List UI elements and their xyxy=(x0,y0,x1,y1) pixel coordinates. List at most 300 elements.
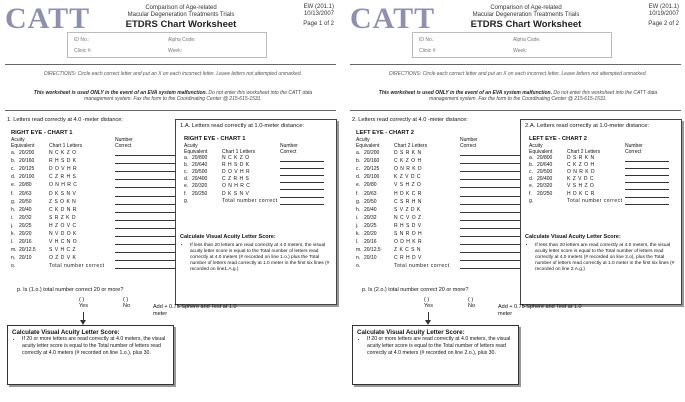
number-correct-blank[interactable] xyxy=(115,246,176,253)
acuity-value: 20/400 xyxy=(192,176,208,183)
col-letters: Chart 1 Letters xyxy=(222,149,256,156)
header-line1: Comparison of Age-related xyxy=(490,5,562,11)
chart-row xyxy=(529,155,669,162)
acuity-value: 20/125 xyxy=(364,166,380,173)
chart-letters[interactable]: O N R K D xyxy=(394,166,423,173)
acuity-value: 20/10 xyxy=(19,255,32,262)
no-option[interactable]: ( ) No xyxy=(468,297,476,309)
number-correct-blank[interactable] xyxy=(115,190,176,197)
row-key: g. xyxy=(356,198,361,205)
worksheet-page xyxy=(348,0,683,402)
number-correct-blank[interactable] xyxy=(115,206,176,213)
row-key: e. xyxy=(529,183,534,190)
chart-row xyxy=(11,206,176,214)
calc-title: Calculate Visual Acuity Letter Score: xyxy=(180,234,276,240)
acuity-value xyxy=(192,198,222,205)
chart-row xyxy=(184,198,324,205)
number-correct-blank[interactable] xyxy=(115,222,176,229)
chart-row xyxy=(184,183,324,190)
chart-letters[interactable]: O Z D V K xyxy=(49,255,77,262)
row-key: d. xyxy=(11,174,16,181)
page-header xyxy=(111,5,251,31)
chart-1m xyxy=(184,136,324,205)
row-key: o. xyxy=(11,263,16,270)
chart-row xyxy=(11,214,176,222)
header-line2: Macular Degeneration Treatments Trials xyxy=(472,12,580,18)
acuity-value: 20/250 xyxy=(192,190,208,197)
week-field[interactable]: Week: xyxy=(168,48,183,54)
chart-row xyxy=(11,181,176,189)
chart-row xyxy=(11,149,176,157)
number-correct-blank[interactable] xyxy=(460,246,521,253)
number-correct-blank[interactable] xyxy=(115,149,176,156)
acuity-value: 20/320 xyxy=(537,183,553,190)
form-meta xyxy=(303,4,334,28)
chart-row xyxy=(529,162,669,169)
row-key: g. xyxy=(184,197,189,204)
acuity-value: 20/320 xyxy=(192,183,208,190)
chart-letters[interactable]: S V Z D K xyxy=(394,206,421,213)
calc-20-or-more xyxy=(352,325,519,385)
number-correct-blank[interactable] xyxy=(625,183,669,190)
chart-letters[interactable]: C K D N R xyxy=(49,206,77,213)
number-correct-blank[interactable] xyxy=(460,149,521,156)
bottom-calc-text: • If 20 or more letters are read correctly at 4.0 meters, the visual acuity letter score is equal to the Total number of letters read correctly at 4.0 meters (# recorded on line 2.o.), plus 30. xyxy=(367,336,515,357)
acuity-value: 20/20 xyxy=(19,231,32,238)
number-correct-blank[interactable] xyxy=(625,198,669,205)
row-key: c. xyxy=(11,166,15,173)
form-meta xyxy=(648,4,679,28)
number-correct-blank[interactable] xyxy=(460,173,521,180)
directions: DIRECTIONS: Circle each correct letter and put an X on each incorrect letter. Leave letters not attempted unmarked. xyxy=(44,71,302,77)
box-header: 1.A. Letters read correctly at 1.0-meter distance: xyxy=(180,123,305,129)
box-column-headers xyxy=(529,143,669,155)
row-key: d. xyxy=(529,176,534,183)
id-box xyxy=(412,32,612,58)
number-correct-blank[interactable] xyxy=(460,254,521,261)
row-key: b. xyxy=(11,158,16,165)
row-key: l. xyxy=(356,239,359,246)
number-correct-blank[interactable] xyxy=(115,262,176,269)
acuity-value: 20/80 xyxy=(19,182,32,189)
yes-option[interactable]: ( ) Yes xyxy=(79,297,88,309)
chart-row xyxy=(11,198,176,206)
header-line1: Comparison of Age-related xyxy=(145,5,217,11)
acuity-value: 20/500 xyxy=(537,169,553,176)
worksheet-page xyxy=(3,0,338,402)
number-correct-blank[interactable] xyxy=(460,214,521,221)
acuity-value: 20/25 xyxy=(19,222,32,229)
number-correct-blank[interactable] xyxy=(460,238,521,245)
acuity-value: 20/32 xyxy=(19,214,32,221)
number-correct-blank[interactable] xyxy=(280,155,324,162)
chart-letters[interactable]: C S R H N xyxy=(394,198,422,205)
chart-row xyxy=(529,183,669,190)
row-key: m. xyxy=(11,247,17,254)
chart-letters[interactable]: N C K Z O xyxy=(49,150,77,157)
col-number: Number Correct xyxy=(625,143,643,156)
bottom-calc-title: Calculate Visual Acuity Letter Score: xyxy=(12,329,120,336)
acuity-value: 20/400 xyxy=(537,176,553,183)
question-20-or-more: p. Is (1.o.) total number correct 20 or more? xyxy=(17,287,124,293)
col-acuity: Acuity Equivalent xyxy=(184,143,208,156)
chart-letters[interactable]: C Z R H S xyxy=(49,174,77,181)
directions: DIRECTIONS: Circle each correct letter and put an X on each incorrect letter. Leave letters not attempted unmarked. xyxy=(389,71,647,77)
rows-4m xyxy=(11,149,176,270)
chart-row xyxy=(11,262,176,270)
calc-20-or-more xyxy=(7,325,174,385)
number-correct-blank[interactable] xyxy=(115,230,176,237)
number-correct-blank[interactable] xyxy=(460,262,521,269)
number-correct-blank[interactable] xyxy=(460,157,521,164)
chart-4m xyxy=(356,129,521,271)
row-key: a. xyxy=(11,150,16,157)
chart-title: RIGHT EYE - CHART 1 xyxy=(11,130,73,136)
row-key: c. xyxy=(184,169,188,176)
chart-row xyxy=(529,176,669,183)
number-correct-blank[interactable] xyxy=(115,238,176,245)
row-key: m. xyxy=(356,247,362,254)
question-20-or-more: p. Is (2.o.) total number correct 20 or more? xyxy=(362,287,469,293)
chart-row xyxy=(356,173,521,181)
acuity-value: 20/63 xyxy=(19,190,32,197)
number-correct-blank[interactable] xyxy=(460,190,521,197)
number-correct-blank[interactable] xyxy=(460,165,521,172)
chart-letters[interactable]: O N H R C xyxy=(222,183,251,190)
acuity-value: 20/50 xyxy=(19,198,32,205)
no-option[interactable]: ( ) No xyxy=(123,297,131,309)
number-correct-blank[interactable] xyxy=(460,181,521,188)
chart-row xyxy=(184,155,324,162)
number-correct-blank[interactable] xyxy=(280,176,324,183)
chart-letters[interactable]: D O V H R xyxy=(222,169,251,176)
chart-row xyxy=(11,165,176,173)
row-key: i. xyxy=(11,214,14,221)
row-key: f. xyxy=(11,190,14,197)
row-key: k. xyxy=(11,231,15,238)
divider xyxy=(350,110,681,111)
chart-row xyxy=(184,176,324,183)
row-key: c. xyxy=(356,166,360,173)
row-key: f. xyxy=(356,190,359,197)
chart-letters[interactable]: C K Z O H xyxy=(567,162,595,169)
chart-letters[interactable]: K Z V D C xyxy=(567,176,595,183)
chart-letters[interactable]: D K S N V xyxy=(49,190,77,197)
acuity-value: 20/12.5 xyxy=(19,247,36,254)
id-box xyxy=(67,32,267,58)
acuity-value: 20/200 xyxy=(364,150,380,157)
chart-letters[interactable]: V S H Z O xyxy=(567,183,595,190)
number-correct-blank[interactable] xyxy=(115,254,176,261)
chart-row xyxy=(11,157,176,165)
acuity-value: 20/250 xyxy=(537,190,553,197)
chart-letters[interactable]: D O V H R xyxy=(49,166,78,173)
col-acuity: Acuity Equivalent xyxy=(11,137,35,150)
row-key: i. xyxy=(356,214,359,221)
row-key: a. xyxy=(529,155,534,162)
form-id: EW (201.1) xyxy=(648,4,679,10)
acuity-value: 20/25 xyxy=(364,222,377,229)
week-field[interactable]: Week: xyxy=(513,48,528,54)
row-key: d. xyxy=(356,174,361,181)
acuity-value: 20/40 xyxy=(19,206,32,213)
chart-row xyxy=(356,246,521,254)
row-key: g. xyxy=(529,197,534,204)
chart-letters[interactable]: D S R K N xyxy=(567,155,595,162)
chart-row xyxy=(11,173,176,181)
acuity-value: 20/32 xyxy=(364,214,377,221)
calc-text: • If less than 20 letters are read correctly at 4.0 meters, the visual acuity letter score is equal to the Total number of letters read correctly at 4.0 meters (# recorded on line 2.o), plus the Total number of letters read correctly at 1.0 meter in the first six lines (# recorded on line 2.A.g.) xyxy=(535,243,675,273)
row-key: j. xyxy=(11,222,14,229)
chart-letters[interactable]: R H S D K xyxy=(49,158,77,165)
number-correct-blank[interactable] xyxy=(625,176,669,183)
chart-letters[interactable]: S V H C Z xyxy=(49,247,77,254)
chart-row xyxy=(356,222,521,230)
col-number: Number Correct xyxy=(280,143,298,156)
acuity-value xyxy=(364,262,394,270)
chart-letters[interactable]: N C K Z O xyxy=(222,155,250,162)
chart-row xyxy=(11,230,176,238)
acuity-value: 20/40 xyxy=(364,206,377,213)
number-correct-blank[interactable] xyxy=(115,173,176,180)
row-key: h. xyxy=(356,206,361,213)
chart-letters[interactable]: K Z V D C xyxy=(394,174,422,181)
rows-4m xyxy=(356,149,521,270)
chart-letters[interactable]: O N R K D xyxy=(567,169,596,176)
number-correct-blank[interactable] xyxy=(460,198,521,205)
chart-1m xyxy=(529,136,669,205)
chart-row xyxy=(184,162,324,169)
header-line2: Macular Degeneration Treatments Trials xyxy=(127,12,235,18)
number-correct-blank[interactable] xyxy=(115,165,176,172)
number-correct-blank[interactable] xyxy=(115,157,176,164)
chart-letters[interactable]: Total number correct xyxy=(222,197,278,204)
chart-row xyxy=(356,181,521,189)
chart-row xyxy=(11,190,176,198)
chart-letters[interactable]: H D K C R xyxy=(567,190,595,197)
alpha-code-field[interactable]: Alpha Code: xyxy=(168,37,196,43)
chart-row xyxy=(356,157,521,165)
calc-title: Calculate Visual Acuity Letter Score: xyxy=(525,234,621,240)
acuity-value: 20/10 xyxy=(364,255,377,262)
chart-letters[interactable]: Total number correct xyxy=(394,263,450,270)
row-key: h. xyxy=(11,206,16,213)
page-title: ETDRS Chart Worksheet xyxy=(125,19,237,30)
chart-letters[interactable]: V H C N O xyxy=(49,239,78,246)
number-correct-blank[interactable] xyxy=(460,222,521,229)
id-field[interactable]: ID No.: xyxy=(419,37,435,43)
catt-logo: CATT xyxy=(5,2,91,35)
row-key: b. xyxy=(184,162,189,169)
form-id: EW (201.1) xyxy=(303,4,334,10)
number-correct-blank[interactable] xyxy=(115,181,176,188)
chart-row xyxy=(356,165,521,173)
row-key: l. xyxy=(11,239,14,246)
number-correct-blank[interactable] xyxy=(280,183,324,190)
chart-row xyxy=(356,206,521,214)
acuity-value: 20/12.5 xyxy=(364,247,381,254)
yes-label: Yes xyxy=(424,303,433,309)
row-key: a. xyxy=(184,155,189,162)
acuity-value: 20/125 xyxy=(19,166,35,173)
chart-row xyxy=(356,190,521,198)
column-headers xyxy=(356,137,521,149)
chart-letters[interactable]: N C V O Z xyxy=(394,214,422,221)
chart-letters[interactable]: R H S D V xyxy=(394,222,422,229)
no-label: No xyxy=(468,303,476,309)
chart-letters[interactable]: D S R K N xyxy=(394,150,422,157)
number-correct-blank[interactable] xyxy=(460,230,521,237)
chart-letters[interactable]: O N H R C xyxy=(49,182,78,189)
acuity-value: 20/50 xyxy=(364,198,377,205)
chart-row xyxy=(356,198,521,206)
chart-letters[interactable]: S R Z K D xyxy=(49,214,77,221)
row-key: g. xyxy=(11,198,16,205)
acuity-value: 20/16 xyxy=(19,239,32,246)
chart-letters[interactable]: O D H K R xyxy=(394,239,423,246)
chart-row xyxy=(356,214,521,222)
row-key: b. xyxy=(529,162,534,169)
worksheet-note-bold: This worksheet is used ONLY in the event of an EVA system malfunction. xyxy=(378,90,552,96)
col-letters: Chart 2 Letters xyxy=(567,149,601,156)
no-label: No xyxy=(123,303,131,309)
form-date: 10/19/2007 xyxy=(648,11,679,17)
worksheet-note xyxy=(23,90,323,102)
row-key: k. xyxy=(356,231,360,238)
col-number: Number Correct xyxy=(460,137,478,150)
divider xyxy=(350,64,681,65)
col-number: Number Correct xyxy=(115,137,133,150)
divider xyxy=(5,64,336,65)
worksheet-note-bold: This worksheet is used ONLY in the event of an EVA system malfunction. xyxy=(33,90,207,96)
acuity-value xyxy=(537,198,567,205)
chart-row xyxy=(356,238,521,246)
question-4m: 2. Letters read correctly at 4.0 -meter distance: xyxy=(352,117,468,123)
chart-row xyxy=(184,169,324,176)
number-correct-blank[interactable] xyxy=(625,191,669,198)
box-chart-title: LEFT EYE - CHART 2 xyxy=(529,136,587,142)
chart-row xyxy=(356,149,521,157)
id-field[interactable]: ID No.: xyxy=(74,37,90,43)
chart-letters[interactable]: Total number correct xyxy=(567,197,623,204)
number-correct-blank[interactable] xyxy=(625,169,669,176)
chart-row xyxy=(184,191,324,198)
chart-letters[interactable]: N V D O K xyxy=(49,231,77,238)
chart-letters[interactable]: R H S D K xyxy=(222,162,250,169)
chart-letters[interactable]: Z S O K N xyxy=(49,198,77,205)
chart-title: LEFT EYE - CHART 2 xyxy=(356,130,414,136)
calc-less-20 xyxy=(180,234,330,273)
clinic-field[interactable]: Clinic #: xyxy=(419,48,437,54)
clinic-field[interactable]: Clinic #: xyxy=(74,48,92,54)
number-correct-blank[interactable] xyxy=(280,162,324,169)
number-correct-blank[interactable] xyxy=(115,198,176,205)
row-key: f. xyxy=(184,190,187,197)
chart-letters[interactable]: V S H Z O xyxy=(394,182,422,189)
chart-letters[interactable]: C R H D V xyxy=(394,255,422,262)
acuity-value: 20/800 xyxy=(192,155,208,162)
row-key: n. xyxy=(356,255,361,262)
chart-row xyxy=(529,191,669,198)
number-correct-blank[interactable] xyxy=(280,198,324,205)
acuity-value: 20/500 xyxy=(192,169,208,176)
acuity-value: 20/100 xyxy=(19,174,35,181)
col-acuity: Acuity Equivalent xyxy=(529,143,553,156)
row-key: e. xyxy=(11,182,16,189)
acuity-value: 20/16 xyxy=(364,239,377,246)
acuity-value: 20/640 xyxy=(192,162,208,169)
chart-4m xyxy=(11,129,176,271)
row-key: e. xyxy=(184,183,189,190)
yes-option[interactable]: ( ) Yes xyxy=(424,297,433,309)
number-correct-blank[interactable] xyxy=(280,191,324,198)
add-sphere-note: Add + 0.75 Sphere and Test at 1.0 meter xyxy=(153,304,237,317)
page-number: Page 2 of 2 xyxy=(648,21,679,27)
row-key: n. xyxy=(11,255,16,262)
calc-less-20 xyxy=(525,234,675,273)
chart-letters[interactable]: S N R O H xyxy=(394,231,423,238)
chart-row xyxy=(11,222,176,230)
rows-1m xyxy=(184,155,324,205)
chart-row xyxy=(529,169,669,176)
acuity-value: 20/200 xyxy=(19,150,35,157)
chart-letters[interactable]: H Z O V C xyxy=(49,222,77,229)
page-header xyxy=(456,5,596,31)
acuity-value: 20/100 xyxy=(364,174,380,181)
chart-row xyxy=(356,254,521,262)
chart-row xyxy=(11,238,176,246)
acuity-value: 20/80 xyxy=(364,182,377,189)
number-correct-blank[interactable] xyxy=(625,162,669,169)
row-key: j. xyxy=(356,222,359,229)
chart-row xyxy=(11,246,176,254)
calc-text: • If less than 20 letters are read correctly at 4.0 meters, the visual acuity letter score is equal to the Total number of letters read correctly at 4.0 meters (# recorded on line 1.o.) plus the Total number of letters read correctly at 1.0 meter in the first six lines (# recorded on line1.A.g.) xyxy=(190,243,330,273)
box-1m xyxy=(175,119,337,305)
chart-letters[interactable]: C Z R H S xyxy=(222,176,250,183)
acuity-value: 20/800 xyxy=(537,155,553,162)
worksheet-note xyxy=(368,90,668,102)
row-key: a. xyxy=(356,150,361,157)
box-header: 2.A. Letters read correctly at 1.0-meter distance: xyxy=(525,123,650,129)
column-headers xyxy=(11,137,176,149)
row-key: b. xyxy=(356,158,361,165)
chart-letters[interactable]: Z K C S N xyxy=(394,247,422,254)
acuity-value: 20/63 xyxy=(364,190,377,197)
number-correct-blank[interactable] xyxy=(625,155,669,162)
chart-row xyxy=(11,254,176,262)
chart-letters[interactable]: D K S N V xyxy=(222,190,250,197)
bottom-calc-title: Calculate Visual Acuity Letter Score: xyxy=(357,329,465,336)
alpha-code-field[interactable]: Alpha Code: xyxy=(513,37,541,43)
col-letters: Chart 1 Letters xyxy=(49,143,83,150)
acuity-value: 20/640 xyxy=(537,162,553,169)
chart-letters[interactable]: Total number correct xyxy=(49,263,105,270)
row-key: e. xyxy=(356,182,361,189)
chart-row xyxy=(356,262,521,270)
acuity-value: 20/20 xyxy=(364,231,377,238)
number-correct-blank[interactable] xyxy=(280,169,324,176)
number-correct-blank[interactable] xyxy=(115,214,176,221)
chart-letters[interactable]: H D K C R xyxy=(394,190,422,197)
chart-letters[interactable]: C K Z O H xyxy=(394,158,422,165)
col-letters: Chart 2 Letters xyxy=(394,143,428,150)
number-correct-blank[interactable] xyxy=(460,206,521,213)
bottom-calc-text: • If 20 or more letters are read correctly at 4.0 meters, the visual acuity letter score is equal to the Total number of letters read correctly at 4.0 meters (# recorded on line 1.o.), plus 30. xyxy=(22,336,170,357)
page-title: ETDRS Chart Worksheet xyxy=(470,19,582,30)
row-key: f. xyxy=(529,190,532,197)
divider xyxy=(5,110,336,111)
chart-row xyxy=(529,198,669,205)
